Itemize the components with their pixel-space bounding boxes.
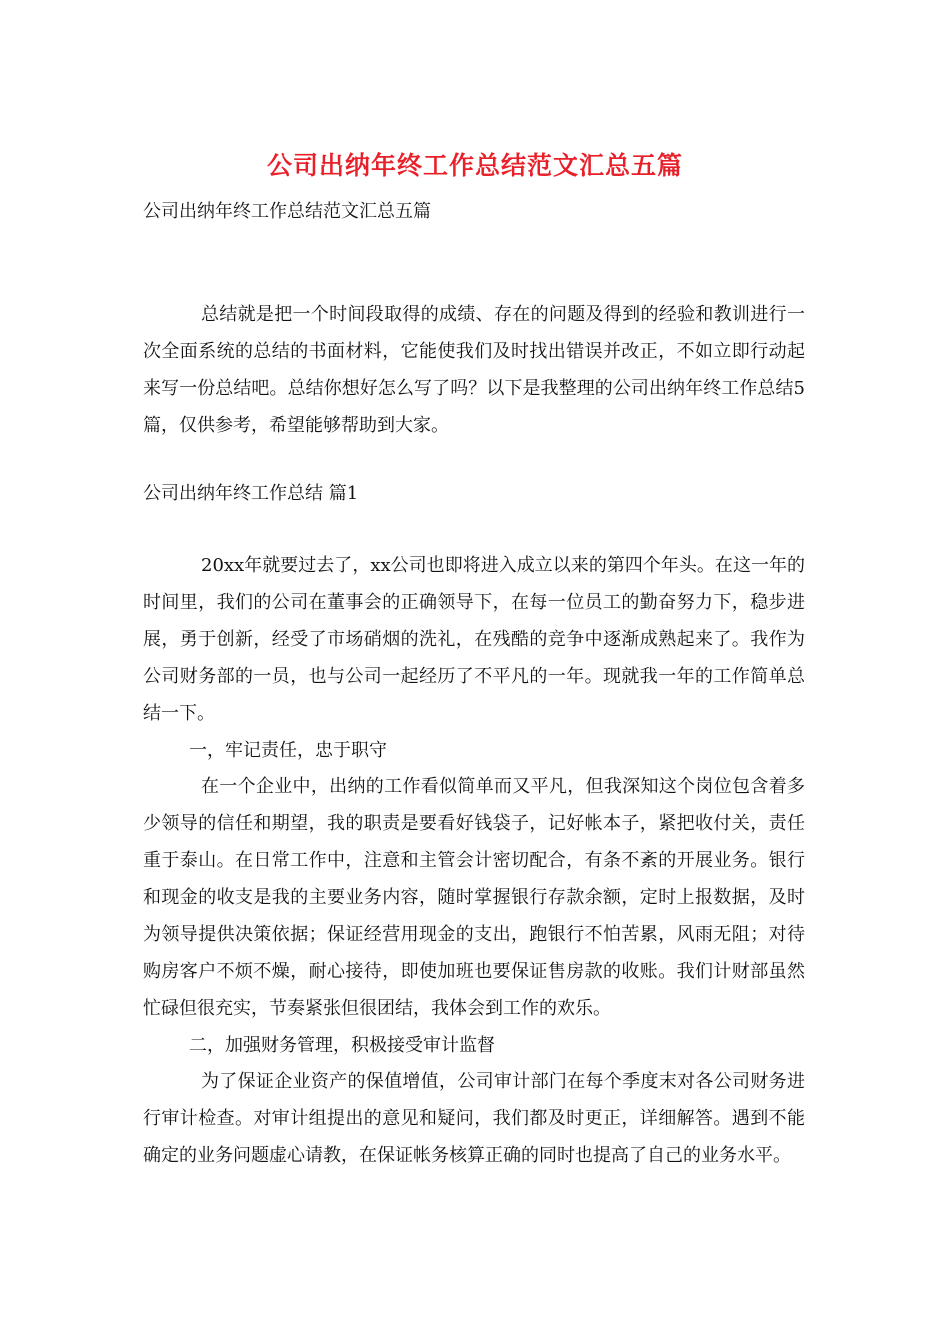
document-title: 公司出纳年终工作总结范文汇总五篇 [266, 151, 683, 180]
subheading-1: 一，牢记责任，忠于职守 [189, 740, 387, 761]
body-paragraph-1: 20xx年就要过去了，xx公司也即将进入成立以来的第四个年头。在这一年的时间里，我们的公司在董事会的正确领导下，在每一位员工的勤奋努力下，稳步进展，勇于创新，经受了市场硝烟的洗礼，在残酷的竞争中逐渐成熟起来了。我作为公司财务部的一员，也与公司一起经历了不平凡的一年。现就我一年的工作简单总结一下。 [143, 555, 805, 724]
intro-paragraph: 总结就是把一个时间段取得的成绩、存在的问题及得到的经验和教训进行一次全面系统的总结的书面材料，它能使我们及时找出错误并改正，不如立即行动起来写一份总结吧。总结你想好怎么写了吗？以下是我整理的公司出纳年终工作总结5篇，仅供参考，希望能够帮助到大家。 [143, 304, 805, 436]
body-paragraph-3: 为了保证企业资产的保值增值，公司审计部门在每个季度末对各公司财务进行审计检查。对审计组提出的意见和疑问，我们都及时更正，详细解答。遇到不能确定的业务问题虚心请教，在保证帐务核算正确的同时也提高了自己的业务水平。 [143, 1071, 805, 1166]
body-paragraph-2: 在一个企业中，出纳的工作看似简单而又平凡，但我深知这个岗位包含着多少领导的信任和期望，我的职责是要看好钱袋子，记好帐本子，紧把收付关，责任重于泰山。在日常工作中，注意和主管会计密切配合，有条不紊的开展业务。银行和现金的收支是我的主要业务内容，随时掌握银行存款余额，定时上报数据，及时为领导提供决策依据；保证经营用现金的支出，跑银行不怕苦累，风雨无阻；对待购房客户不烦不燥，耐心接待，即使加班也要保证售房款的收账。我们计财部虽然忙碌但很充实，节奏紧张但很团结，我体会到工作的欢乐。 [143, 776, 805, 1019]
document-subtitle: 公司出纳年终工作总结范文汇总五篇 [143, 201, 431, 222]
section-heading: 公司出纳年终工作总结 篇1 [143, 483, 359, 504]
subheading-2: 二，加强财务管理，积极接受审计监督 [189, 1035, 495, 1056]
